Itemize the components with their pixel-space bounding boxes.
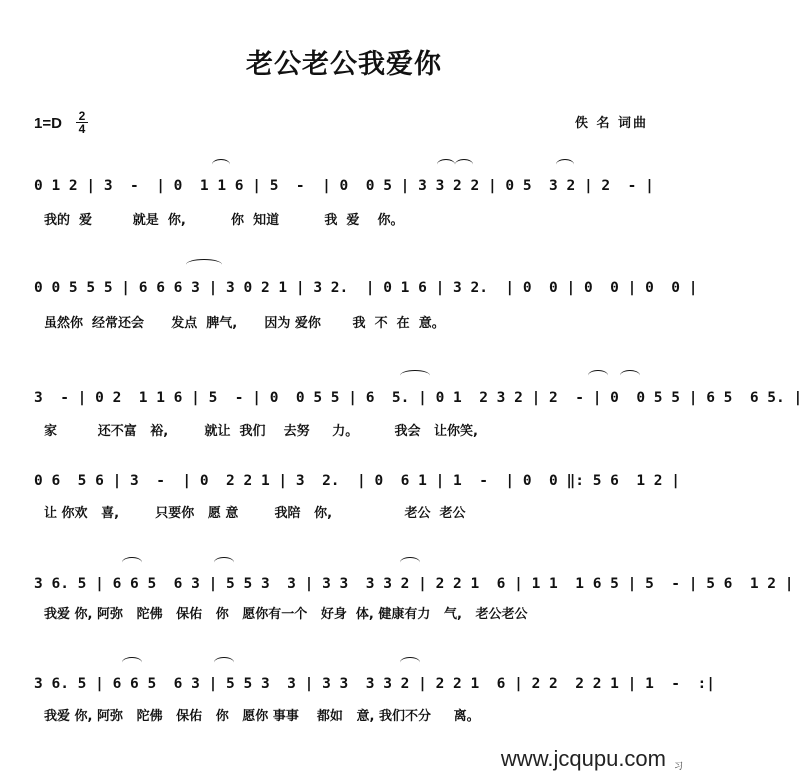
slur-mark <box>400 370 430 381</box>
notes-4: 0 6 5 6 | 3 - | 0 2 2 1 | 3 2. | 0 6 1 | 1 - | 0 0 ‖: 5 6 1 2 | <box>34 473 681 489</box>
watermark-side: 习 <box>672 761 682 770</box>
notation-line-1 <box>0 168 688 204</box>
song-title: 老公老公我爱你 <box>246 49 442 80</box>
lyrics-1: 我的 爱 就是 你, 你 知道 我 爱 你。 <box>44 213 404 228</box>
slur-mark <box>186 259 222 270</box>
credit: 佚 名 词曲 <box>574 116 648 131</box>
lyrics-5: 我爱 你, 阿弥 陀佛 保佑 你 愿你有一个 好身 体, 健康有力 气, 老公老公 <box>44 607 528 622</box>
lyric-line-1 <box>0 210 688 232</box>
lyrics-2: 虽然你 经常还会 发点 脾气, 因为 爱你 我 不 在 意。 <box>44 316 445 331</box>
notation-line-3 <box>0 380 802 416</box>
key-label: 1=D <box>34 115 62 132</box>
lyrics-4: 让 你欢 喜, 只要你 愿 意 我陪 你, 老公 老公 <box>44 506 466 521</box>
slur-mark <box>122 557 142 568</box>
lyrics-6: 我爱 你, 阿弥 陀佛 保佑 你 愿你 事事 都如 意, 我们不分 离。 <box>44 709 480 724</box>
lyric-line-6 <box>0 706 688 728</box>
slur-mark <box>588 370 608 381</box>
notes-1: 0 1 2 | 3 - | 0 1 1 6 | 5 - | 0 0 5 | 3 3 2 2 | 0 5 3 2 | 2 - | <box>34 178 654 194</box>
lyric-line-4 <box>0 503 688 525</box>
notes-5: 3 6. 5 | 6 6 5 6 3 | 5 5 3 3 | 3 3 3 3 2 | 2 2 1 6 | 1 1 1 6 5 | 5 - | 5 6 1 2 | <box>34 576 794 592</box>
slur-mark <box>437 159 455 170</box>
slur-mark <box>122 657 142 668</box>
slur-mark <box>400 557 420 568</box>
slur-mark <box>556 159 574 170</box>
lyric-line-3 <box>0 421 688 443</box>
slur-mark <box>212 159 230 170</box>
slur-mark <box>455 159 473 170</box>
time-denominator: 4 <box>78 122 86 136</box>
notes-3: 3 - | 0 2 1 1 6 | 5 - | 0 0 5 5 | 6 5. | 0 1 2 3 2 | 2 - | 0 0 5 5 | 6 5 6 5. | <box>34 390 802 406</box>
time-numerator: 2 <box>76 110 88 123</box>
notation-line-5 <box>0 566 794 602</box>
time-signature <box>76 110 88 135</box>
lyrics-3: 家 还不富 裕, 就让 我们 去努 力。 我会 让你笑, <box>44 424 478 439</box>
slur-mark <box>214 657 234 668</box>
notes-2: 0 0 5 5 5 | 6 6 6 3 | 3 0 2 1 | 3 2. | 0 1 6 | 3 2. | 0 0 | 0 0 | 0 0 | <box>34 280 698 296</box>
watermark: www.jcqupu.com <box>500 746 666 771</box>
slur-mark <box>400 657 420 668</box>
lyric-line-2 <box>0 313 688 335</box>
notation-line-6 <box>0 666 715 702</box>
notes-6: 3 6. 5 | 6 6 5 6 3 | 5 5 3 3 | 3 3 3 3 2 | 2 2 1 6 | 2 2 2 2 1 | 1 - :| <box>34 676 715 692</box>
slur-mark <box>620 370 640 381</box>
lyric-line-5 <box>0 604 688 626</box>
slur-mark <box>214 557 234 568</box>
notation-line-4 <box>0 463 688 499</box>
notation-line-2 <box>0 270 698 306</box>
